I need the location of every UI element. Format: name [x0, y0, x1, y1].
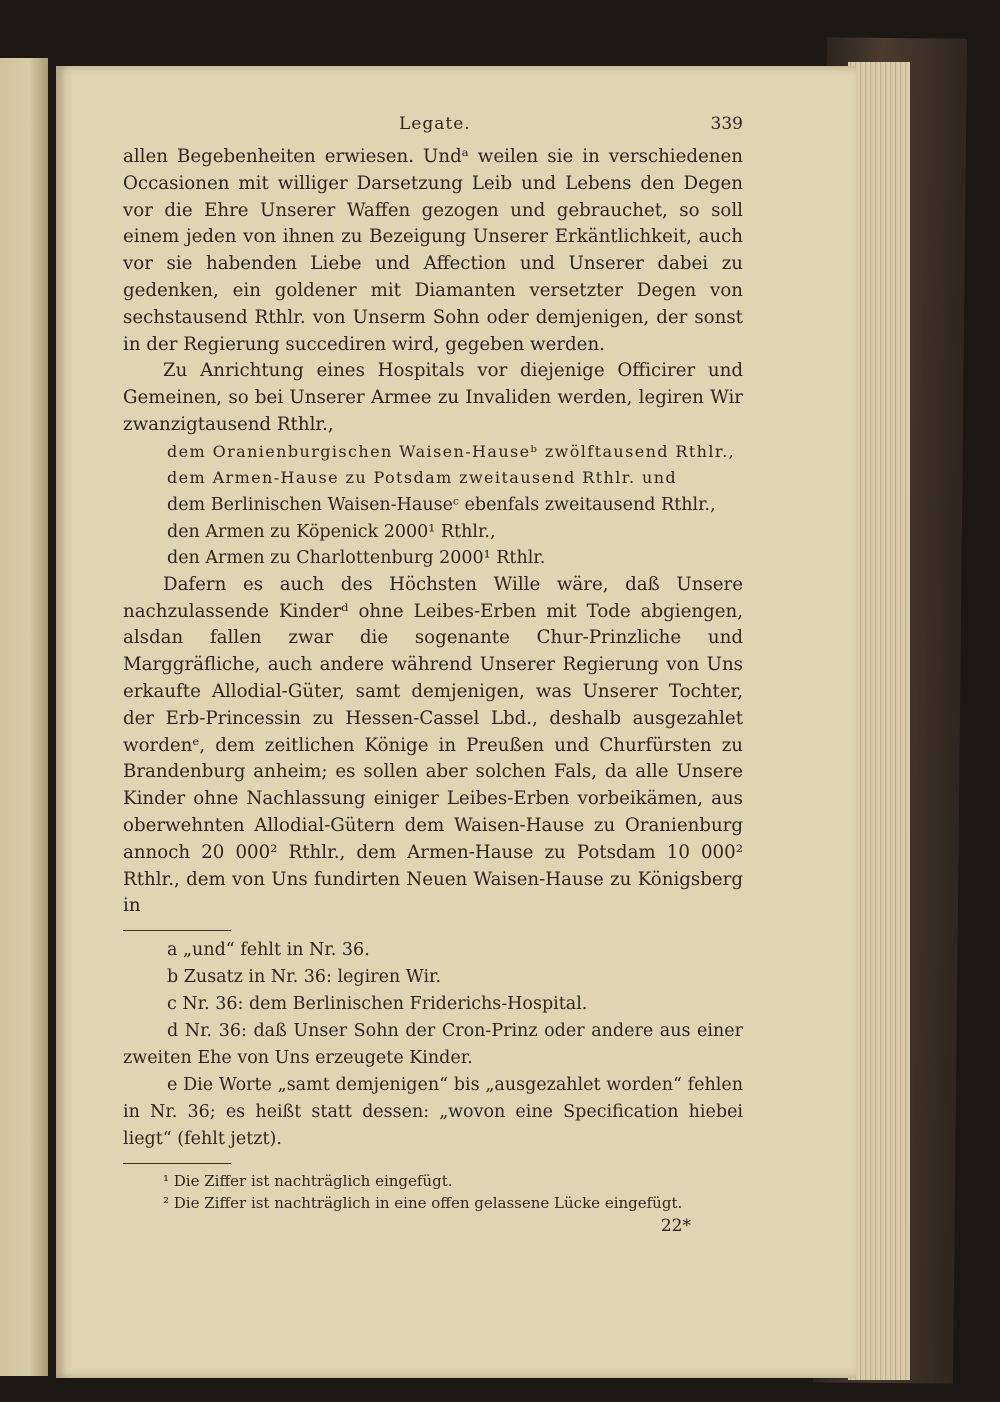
paragraph-1: allen Begebenheiten erwiesen. Undᵃ weilen sie in verschiedenen Occasionen mit williger Darsetzung Leib und Lebens den Degen vor die Ehre Unserer Waffen gezogen und gebrauchet, so soll einem jeden von ihnen zu Bezeigung Unserer Erkäntlichkeit, auch vor sie habenden Liebe und Affection und Unserer dabei zu gedenken, ein goldener mit Diamanten versetzter Degen von sechstausend Rthlr. von Unserm Sohn oder demjenigen, der sonst in der Regierung succediren wird, gegeben werden.: [123, 146, 743, 355]
legacy-line-3: dem Berlinischen Waisen-Hauseᶜ ebenfals zweitausend Rthlr.,: [167, 494, 716, 515]
legacy-line-2: dem Armen-Hause zu Potsdam zweitausend Rthlr. und: [167, 468, 678, 488]
signature-mark: 22*: [660, 1216, 691, 1237]
paragraph-2: Zu Anrichtung eines Hospitals vor diejenige Officirer und Gemeinen, so bei Unserer Armee zu Invaliden werden, legiren Wir zwanzigtausend Rthlr.,: [123, 360, 743, 435]
page-content: [123, 108, 743, 1236]
page-block-edges: [848, 62, 910, 1380]
running-head: [123, 108, 743, 144]
legacy-line-4: den Armen zu Köpenick 2000¹ Rthlr.,: [167, 521, 496, 542]
footnote-divider: [123, 930, 231, 931]
numeric-footnote-divider: [123, 1163, 231, 1164]
running-title: Legate.: [399, 114, 471, 134]
page-number: 339: [710, 114, 743, 134]
footnote-2: ² Die Ziffer ist nachträglich in eine offen gelassene Lücke eingefügt.: [163, 1194, 683, 1213]
paragraph-3: Dafern es auch des Höchsten Wille wäre, daß Unsere nachzulassende Kinderᵈ ohne Leibes-Erben mit Tode abgiengen, alsdan fallen zwar die sogenante Chur-Prinzliche und Marggräfliche, auch andere während Unserer Regierung von Uns erkaufte Allodial-Güter, samt demjenigen, was Unserer Tochter, der Erb-Princessin zu Hessen-Cassel Lbd., deshalb ausgezahlet wordenᵉ, dem zeitlichen Könige in Preußen und Churfürsten zu Brandenburg anheim; es sollen aber solchen Fals, da alle Unsere Kinder ohne Nachlassung einiger Leibes-Erben vorbeikämen, aus oberwehnten Allodial-Gütern dem Waisen-Hause zu Oranienburg annoch 20 000² Rthlr., dem Armen-Hause zu Potsdam 10 000² Rthlr., dem von Uns fundirten Neuen Waisen-Hause zu Königsberg in: [123, 573, 743, 917]
legacy-line-5: den Armen zu Charlottenburg 2000¹ Rthlr.: [167, 548, 546, 569]
footnote-1: ¹ Die Ziffer ist nachträglich eingefügt.: [163, 1172, 453, 1191]
footnote-d: d Nr. 36: daß Unser Sohn der Cron-Prinz oder andere aus einer zweiten Ehe von Uns erzeugete Kinder.: [123, 1021, 743, 1069]
left-page-edge: [0, 58, 48, 1376]
footnote-b: b Zusatz in Nr. 36: legiren Wir.: [167, 967, 442, 988]
footnote-e: e Die Worte „samt demjenigen“ bis „ausgezahlet worden“ fehlen in Nr. 36; es heißt statt dessen: „wovon eine Specification hiebei liegt“ (fehlt jetzt).: [123, 1075, 743, 1150]
legacy-line-1: dem Oranienburgischen Waisen-Hauseᵇ zwölftausend Rthlr.,: [167, 441, 736, 461]
footnote-a: a „und“ fehlt in Nr. 36.: [167, 940, 370, 961]
footnote-c: c Nr. 36: dem Berlinischen Friderichs-Hospital.: [167, 994, 588, 1015]
